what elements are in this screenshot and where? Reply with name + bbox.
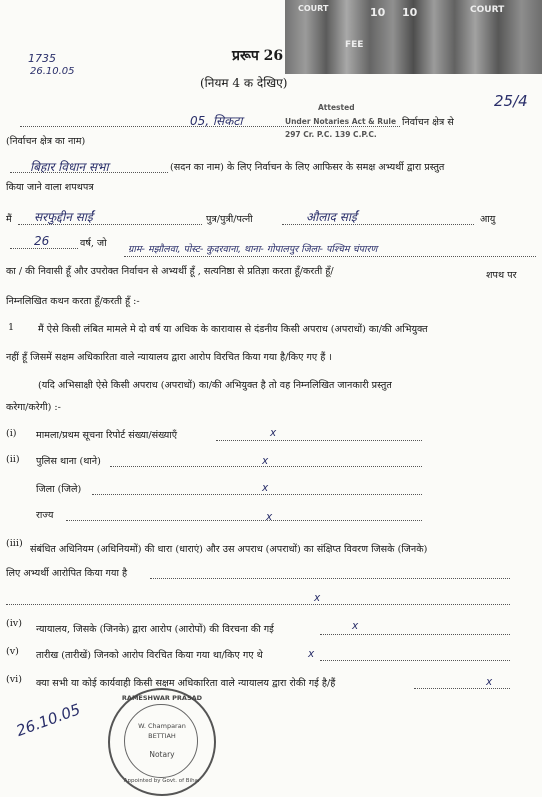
item-3-mark: x (314, 592, 321, 604)
item-1-mark: x (270, 427, 277, 439)
notary-seal-bottom: Appointed by Govt. of Bihar (123, 778, 201, 784)
age-value: 26 (34, 234, 50, 248)
handwritten-ref-number: 1735 (28, 52, 56, 65)
notary-seal-top: RAMESHWAR PRASAD (121, 694, 203, 702)
notary-seal-line1: W. Champaran (138, 722, 186, 730)
item-3-line-1: संबंधित अधिनियम (अधिनियमों) की धारा (धाराएं) और उस अपराध (अपराधों) का संक्षिप्त विवरण जिसके (जिनके) (30, 544, 428, 555)
statement-text: निम्नलिखित कथन करता हूँ/करती हूँ :- (6, 296, 140, 307)
signature-date: 26.10.05 (13, 700, 83, 740)
father-name: औलाद साईं (306, 210, 357, 224)
constituency-value: 05, सिकटा (190, 114, 243, 128)
item-3-line-2: लिए अभ्यर्थी आरोपित किया गया है (6, 568, 128, 579)
item-5-number: (v) (6, 646, 19, 657)
item-6-label: क्या सभी या कोई कार्यवाही किसी सक्षम अधिकारिता वाले न्यायालय द्वारा रोकी गई है/हैं (36, 678, 336, 689)
handwritten-ref-date: 26.10.05 (30, 66, 75, 77)
stamp-label: COURT (470, 5, 505, 15)
years-label: वर्ष, जो (80, 238, 107, 249)
deponent-prefix: मैं (6, 214, 12, 225)
house-text-2: किया जाने वाला शपथपत्र (6, 182, 94, 193)
attested-stamp-line2: Under Notaries Act & Rule (285, 117, 397, 126)
constituency-caption: (निर्वाचन क्षेत्र का नाम) (6, 136, 86, 147)
district-label: जिला (जिले) (36, 484, 82, 495)
oath-word: शपथ पर (486, 270, 517, 281)
rule-reference: (नियम 4 क देखिए) (200, 76, 288, 90)
notary-seal-inner-ring (124, 704, 198, 778)
relation-label: पुत्र/पुत्री/पत्नी (206, 214, 253, 225)
item-5-mark: x (308, 648, 315, 660)
paragraph-1-line-1: मैं ऐसे किसी लंबित मामले मे दो वर्ष या अधिक के कारावास से दंडनीय किसी अपराध (अपराधों) का/की अभियुक्त (38, 324, 428, 335)
item-3-number: (iii) (6, 538, 23, 549)
item-6-mark: x (486, 676, 493, 688)
stamp-label: FEE (345, 40, 364, 50)
deponent-name: सरफुद्दीन साईं (34, 210, 93, 224)
paragraph-2-line-2: करेगा/करेगी) :- (6, 402, 61, 413)
item-4-label: न्यायालय, जिसके (जिनके) द्वारा आरोप (आरोपों) की विरचना की गई (36, 624, 274, 635)
paragraph-1-number: 1 (8, 322, 15, 333)
paragraph-2-line-1: (यदि अभिसाक्षी ऐसे किसी अपराध (अपराधों) का/की अभियुक्त है तो वह निम्नलिखित जानकारी प्रस्तुत (38, 380, 392, 391)
item-2-mark: x (262, 455, 269, 467)
state-mark: x (266, 511, 273, 523)
attested-stamp-line1: Attested (318, 103, 355, 112)
item-6-number: (vi) (6, 674, 22, 685)
age-label: आयु (480, 214, 496, 225)
item-1-number: (i) (6, 428, 17, 439)
district-mark: x (262, 482, 269, 494)
address-value: ग्राम- मझौलवा, पोस्ट- कुदरवाना, थाना- गोपालपुर जिला- पश्चिम चंपारण (128, 244, 378, 255)
stamp-label: COURT (298, 4, 329, 13)
stamp-label: 10 (402, 6, 418, 19)
item-2-number: (ii) (6, 454, 20, 465)
form-title: प्ररूप 26 (232, 48, 284, 64)
item-2-label: पुलिस थाना (थाने) (36, 456, 101, 467)
notary-seal-line2: BETTIAH (148, 732, 176, 740)
notary-seal (108, 688, 216, 796)
item-1-label: मामला/प्रथम सूचना रिपोर्ट संख्या/संख्याएँ (36, 430, 178, 441)
notary-seal-line3: Notary (149, 750, 175, 759)
attested-stamp-line3: 297 Cr. P.C. 139 C.P.C. (285, 130, 377, 139)
house-value: बिहार विधान सभा (30, 160, 109, 174)
resident-text: का / की निवासी हूँ और उपरोक्त निर्वाचन से अभ्यर्थी हूँ , सत्यनिष्ठा से प्रतिज्ञा करता हूँ/करती हूँ/ (6, 266, 334, 277)
house-text: (सदन का नाम) के लिए निर्वाचन के लिए आफिसर के समक्ष अभ्यर्थी द्वारा प्रस्तुत (170, 162, 445, 173)
state-label: राज्य (36, 510, 54, 521)
item-5-label: तारीख (तारीखें) जिनको आरोप विरचित किया गया था/किए गए थे (36, 650, 263, 661)
margin-note: 25/4 (494, 92, 528, 110)
paragraph-1-line-2: नहीं हूँ जिसमें सक्षम अधिकारिता वाले न्यायालय द्वारा आरोप विरचित किया गया है/किए गए हैं । (6, 352, 333, 363)
item-4-mark: x (352, 620, 359, 632)
constituency-suffix: निर्वाचन क्षेत्र से (402, 117, 454, 128)
stamp-label: 10 (370, 6, 386, 19)
item-4-number: (iv) (6, 618, 22, 629)
